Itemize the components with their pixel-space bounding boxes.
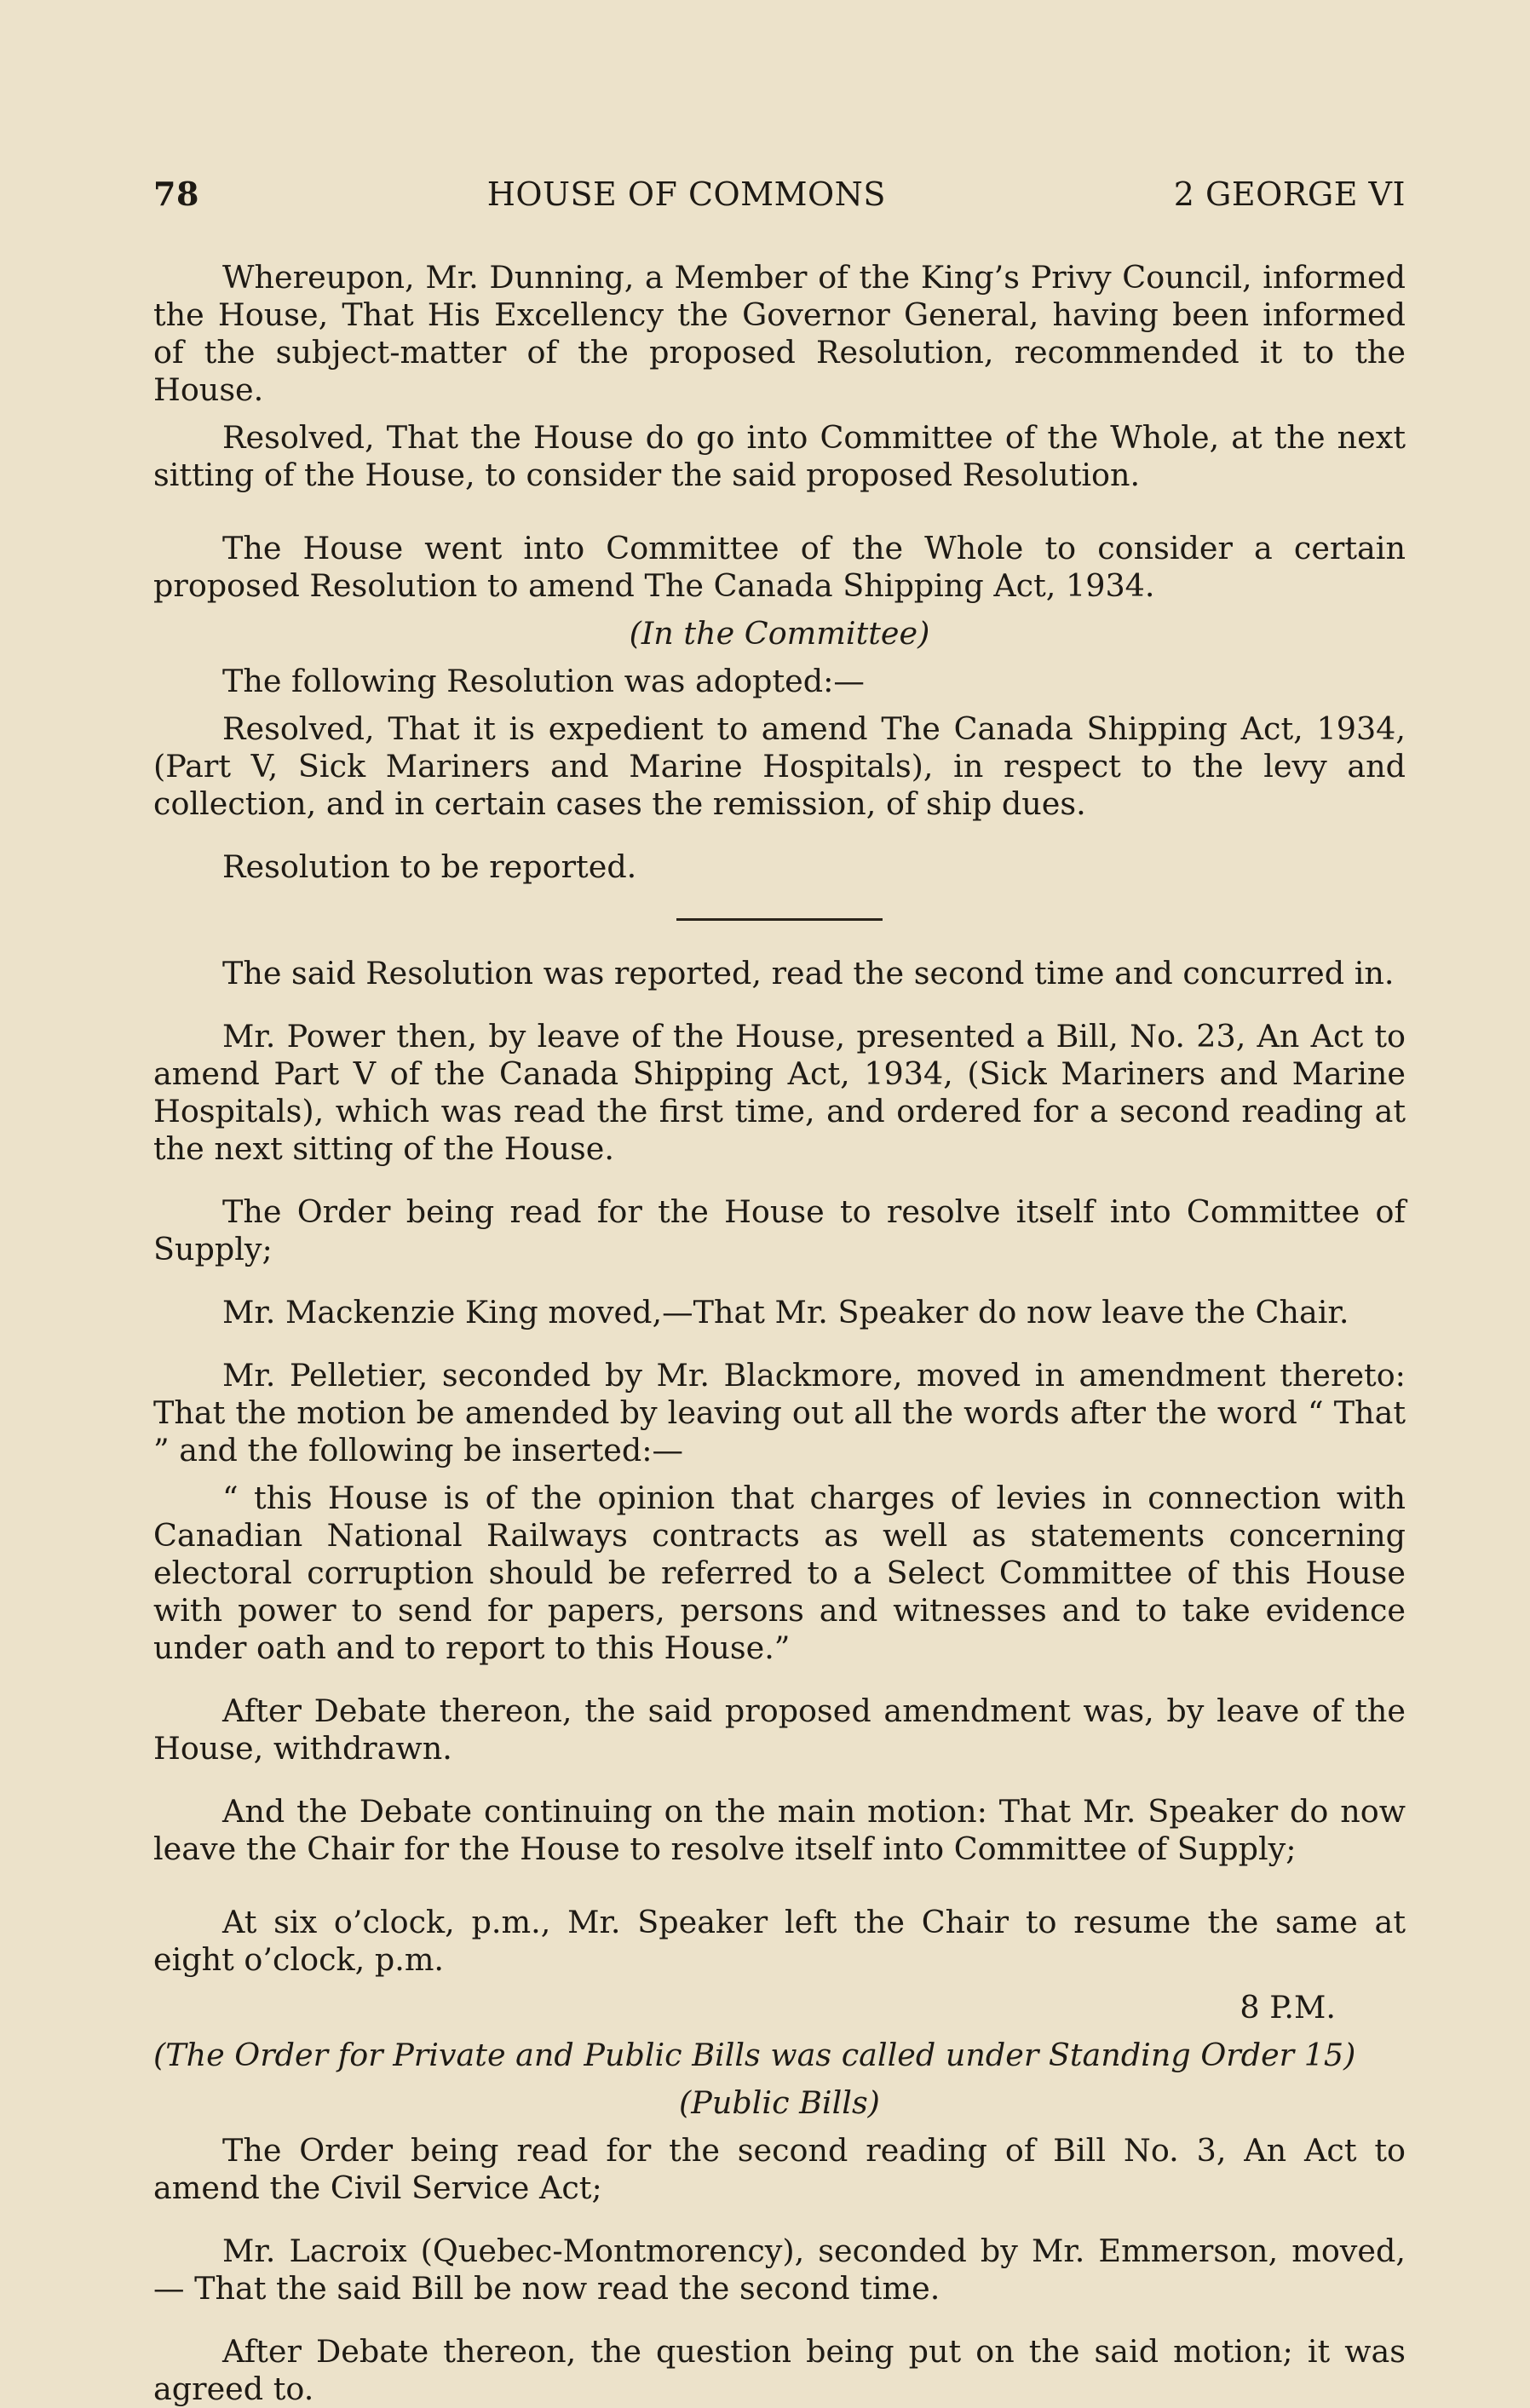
quoted-amendment: “ this House is of the opinion that charges of levies in connection with Canadian National Railways contracts as well as statements concerning electoral corruption should be referred to a Select Committee of this House with power to send for papers, persons and witnesses and to take evidence under oath and to report to this House.” [153,1480,1406,1666]
paragraph: The Order being read for the House to resolve itself into Committee of Supply; [153,1193,1406,1267]
paragraph: Whereupon, Mr. Dunning, a Member of the King’s Privy Council, informed the House, That His Excellency the Governor General, having been informed of the subject-matter of the proposed Resolution, recommended it to the House. [153,259,1406,408]
paragraph: The Order being read for the second reading of Bill No. 3, An Act to amend the Civil Service Act; [153,2132,1406,2206]
page-title: HOUSE OF COMMONS [486,175,886,213]
page-header [153,175,1406,213]
paragraph: The said Resolution was reported, read the second time and concurred in. [222,955,1395,991]
paragraph: Mr. Power then, by leave of the House, presented a Bill, No. 23, An Act to amend Part V of the Canada Shipping Act, 1934, (Sick Mariners and Marine Hospitals), which was read the first time, and ordered for a second reading at the next sitting of the House. [153,1018,1406,1167]
paragraph: Resolved, That it is expedient to amend The Canada Shipping Act, 1934, (Part V, Sick Mariners and Marine Hospitals), in respect to the levy and collection, and in certain cases the remission, of ship dues. [153,710,1406,822]
page-body [153,259,1406,2408]
paragraph: Resolution to be reported. [222,848,637,885]
divider-rule [676,918,883,921]
paragraph: And the Debate continuing on the main motion: That Mr. Speaker do now leave the Chair for the House to resolve itself into Committee of Supply; [153,1793,1406,1867]
section-heading: (The Order for Private and Public Bills was called under Standing Order 15) [153,2037,1356,2073]
paragraph: Mr. Lacroix (Quebec-Montmorency), seconded by Mr. Emmerson, moved,— That the said Bill be now read the second time. [153,2233,1406,2307]
paragraph: Mr. Mackenzie King moved,—That Mr. Speaker do now leave the Chair. [222,1294,1349,1330]
regnal-year: 2 GEORGE VI [1173,175,1406,213]
section-heading: (In the Committee) [629,615,930,652]
paragraph: After Debate thereon, the said proposed amendment was, by leave of the House, withdrawn. [153,1692,1406,1767]
paragraph: Resolved, That the House do go into Committee of the Whole, at the next sitting of the House, to consider the said proposed Resolution. [153,419,1406,493]
paragraph: The House went into Committee of the Whole to consider a certain proposed Resolution to amend The Canada Shipping Act, 1934. [153,530,1406,604]
paragraph: Mr. Pelletier, seconded by Mr. Blackmore, moved in amendment thereto: That the motion be amended by leaving out all the words after the word “ That ” and the following be inserted:— [153,1357,1406,1468]
paragraph: After Debate thereon, the question being put on the said motion; it was agreed to. [153,2333,1406,2407]
section-heading: (Public Bills) [679,2084,880,2121]
page-number: 78 [153,175,199,213]
time-stamp: 8 P.M. [1240,1989,1336,2026]
paragraph: The following Resolution was adopted:— [222,663,865,699]
paragraph: At six o’clock, p.m., Mr. Speaker left the Chair to resume the same at eight o’clock, p.m. [153,1904,1406,1978]
